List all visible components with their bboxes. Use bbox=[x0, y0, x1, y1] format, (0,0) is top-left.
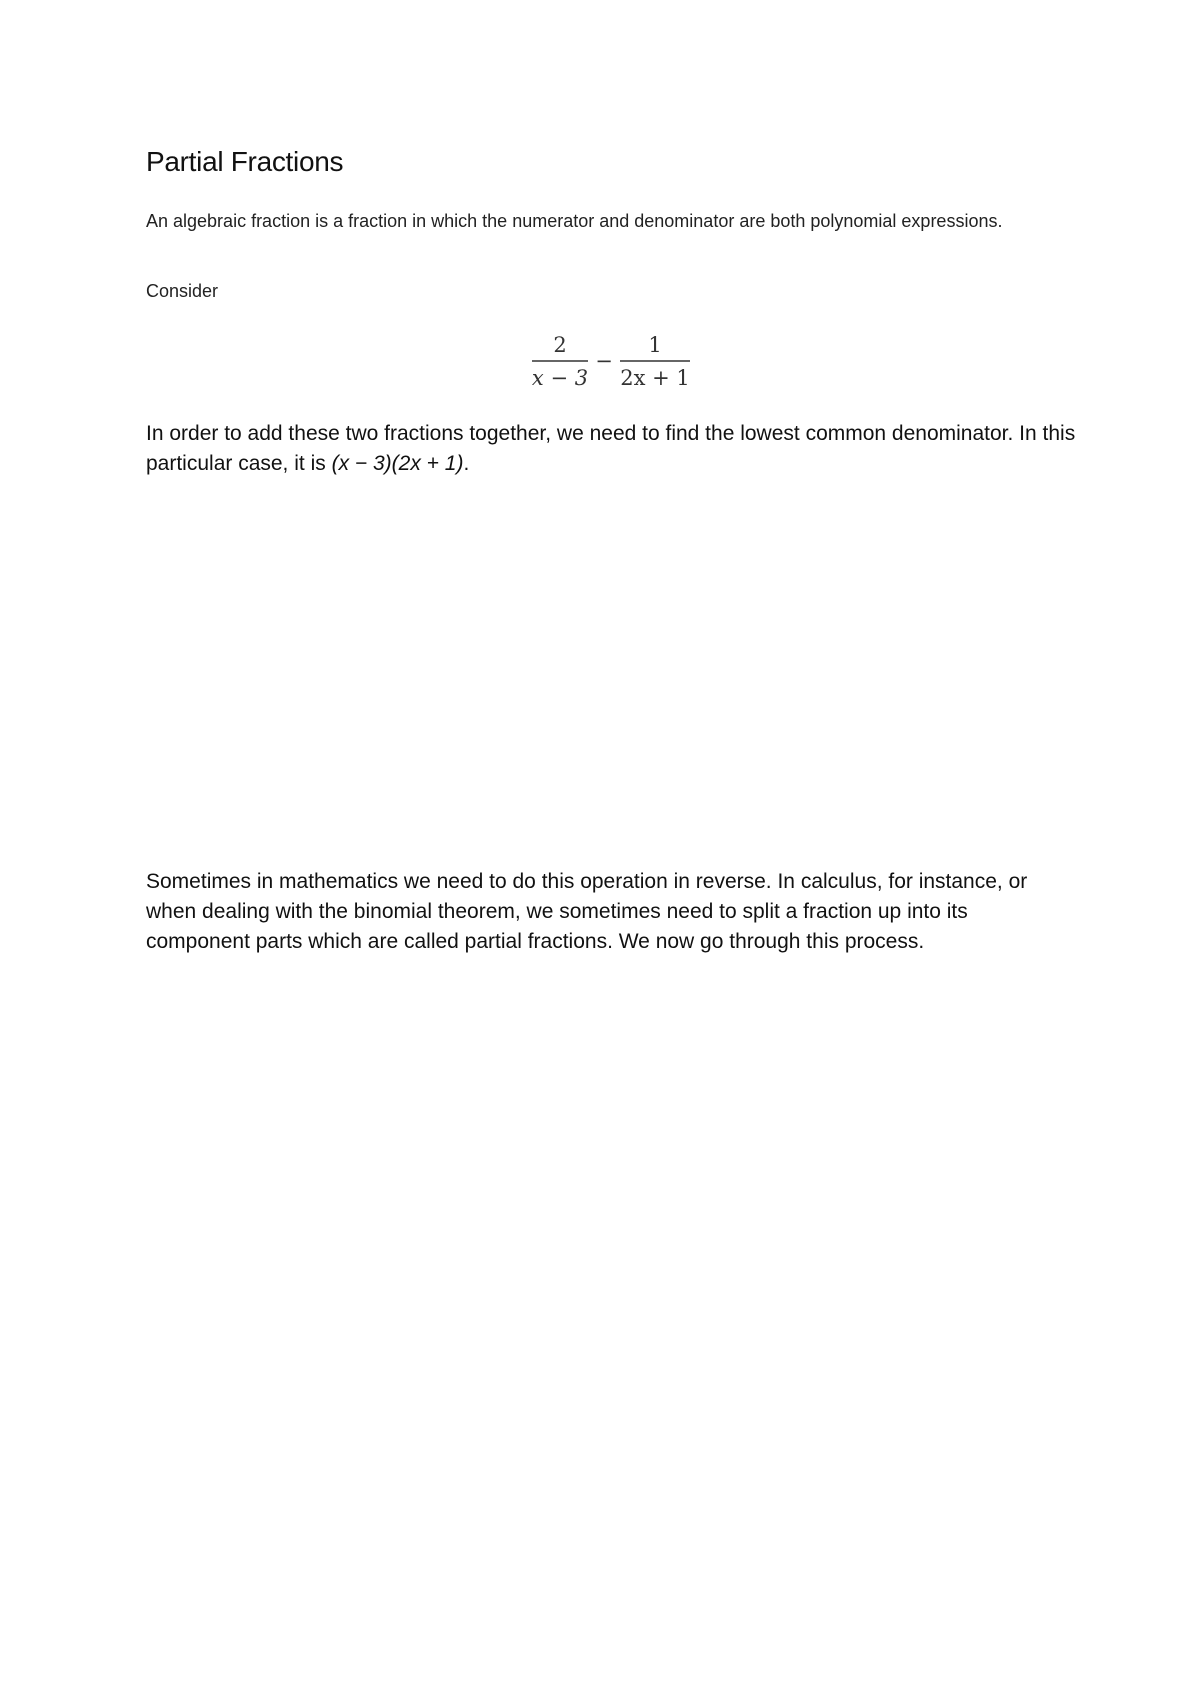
intro-paragraph: An algebraic fraction is a fraction in which the numerator and denominator are both polynomial expressions. bbox=[146, 211, 1003, 231]
minus-operator: − bbox=[595, 349, 613, 373]
lcd-paragraph-text: In order to add these two fractions together, we need to find the lowest common denominator. In this particular case, it is bbox=[146, 422, 1076, 475]
fraction-2-denominator: 2x + 1 bbox=[620, 366, 690, 390]
partial-fractions-paragraph: Sometimes in mathematics we need to do this operation in reverse. In calculus, for instance, or when dealing with the binomial theorem, we sometimes need to split a fraction up into its component parts which are called partial fractions. We now go through this process. bbox=[146, 870, 1028, 953]
lcd-expression: (x − 3)(2x + 1) bbox=[331, 452, 464, 475]
page-title: Partial Fractions bbox=[146, 146, 344, 177]
fraction-2-numerator: 1 bbox=[648, 333, 662, 357]
lcd-paragraph-end: . bbox=[463, 452, 470, 475]
lcd-paragraph bbox=[146, 419, 1076, 479]
fraction-1-denominator: x − 3 bbox=[531, 366, 589, 390]
fraction-1-numerator: 2 bbox=[553, 333, 567, 357]
fraction-expression bbox=[528, 330, 698, 392]
consider-label: Consider bbox=[146, 281, 219, 301]
